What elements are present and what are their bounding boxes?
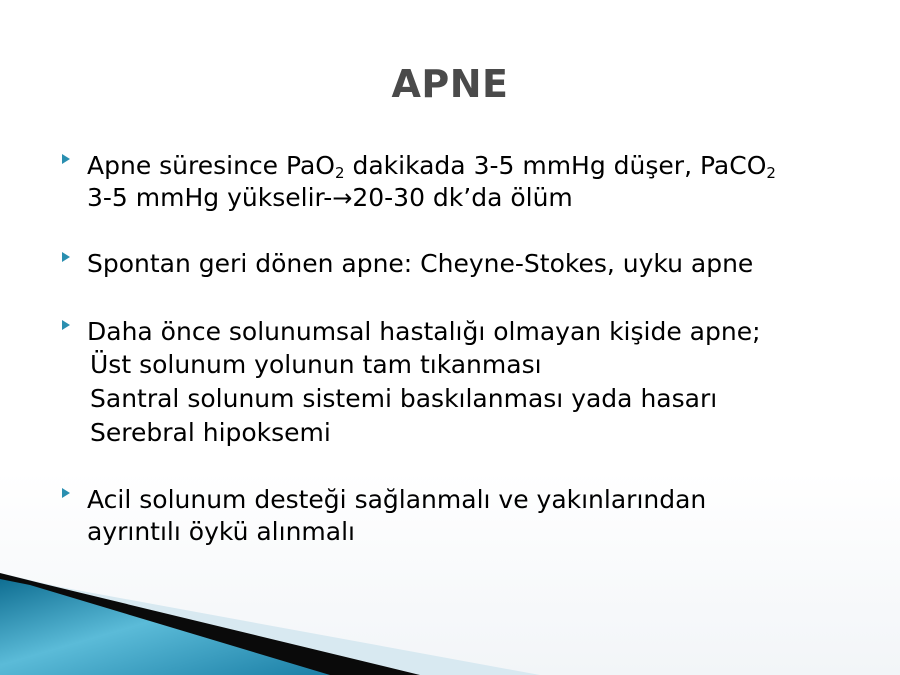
bullet-text-part: 20-30 dk’da ölüm xyxy=(352,183,573,212)
bullet-text-part: 3-5 mmHg yükselir- xyxy=(87,183,333,212)
sub-item: Üst solunum yolunun tam tıkanması xyxy=(90,350,542,379)
bullet-text xyxy=(87,316,867,450)
bullet-text xyxy=(87,150,867,214)
sub-item: Serebral hipoksemi xyxy=(90,418,331,447)
bullet-text-part: Daha önce solunumsal hastalığı olmayan kişide apne; xyxy=(87,317,761,346)
subscript: 2 xyxy=(334,164,345,182)
bullet-text xyxy=(87,484,867,548)
bullet-text-part: Acil solunum desteği sağlanmalı ve yakınlarından xyxy=(87,485,707,514)
bullet-text: Spontan geri dönen apne: Cheyne-Stokes, uyku apne xyxy=(87,249,754,278)
bullet-text-part: dakikada 3-5 mmHg düşer, PaCO xyxy=(344,151,767,180)
sub-item: Santral solunum sistemi baskılanması yada hasarı xyxy=(90,384,718,413)
bullet-text-part: Apne süresince PaO xyxy=(87,151,335,180)
slide-title: APNE xyxy=(391,62,509,106)
subscript: 2 xyxy=(766,164,776,182)
bullet-arrow-icon xyxy=(62,154,70,164)
corner-swoosh-decoration xyxy=(0,565,900,675)
right-arrow-icon: → xyxy=(332,184,353,212)
bullet-arrow-icon xyxy=(62,252,70,262)
bullet-arrow-icon xyxy=(62,320,70,330)
bullet-arrow-icon xyxy=(62,488,70,498)
bullet-text-part: ayrıntılı öykü alınmalı xyxy=(87,517,355,546)
